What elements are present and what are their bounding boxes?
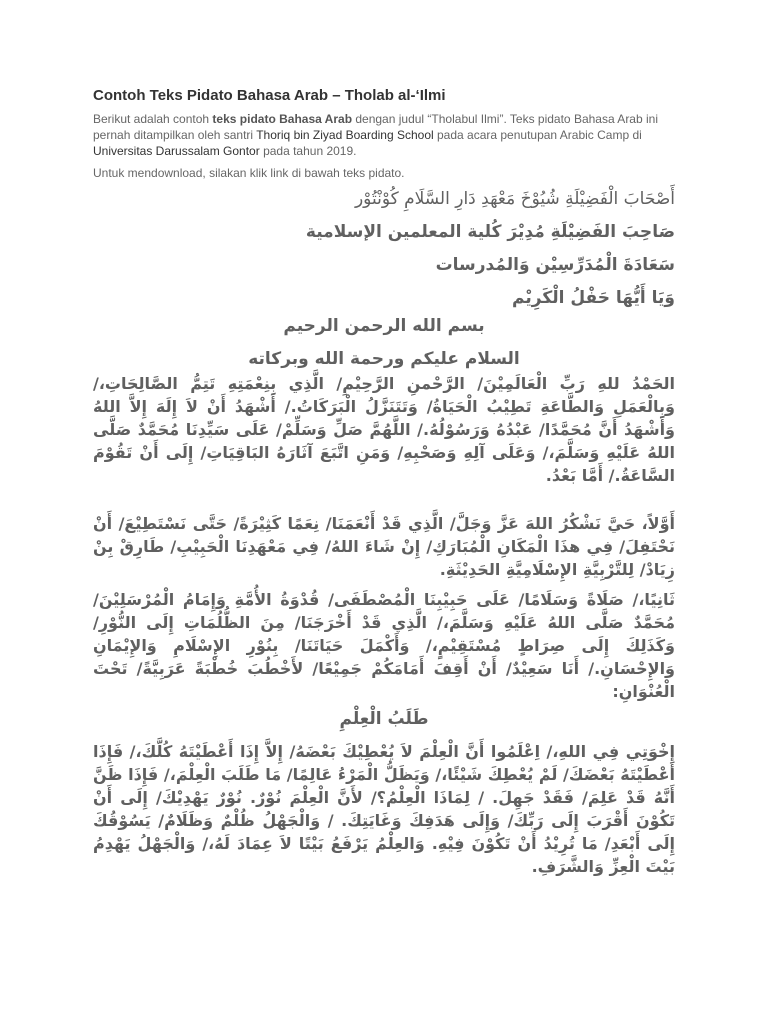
salutation-line: صَاحِبَ الفَضِيْلَةِ مُدِيْرَ كُلية المعلمين الإسلامية [305,222,675,242]
download-note: Untuk mendownload, silakan klik link di bawah teks pidato. [93,166,405,180]
subtitle-block [93,703,675,736]
university-link[interactable]: Universitas Darussalam Gontor [93,144,260,158]
intro-text-4: pada tahun 2019. [259,144,357,158]
salutations-block [93,183,675,315]
intro-text-1: Berikut adalah contoh [93,112,213,126]
salutation-line: أَصْحَابَ الْفَضِيْلَةِ شُيُوْخَ مَعْهَدِ دَارِ السَّلَامِ كُوْنْتُوْر [354,189,675,209]
speech-subtitle: طَلَبُ الْعِلْمِ [339,709,429,729]
intro-bold-keyword: teks pidato Bahasa Arab [212,112,353,126]
intro-text-2: dengan judul “Tholabul Ilmi”. Teks pidato Bahasa Arab ini pernah ditampilkan oleh santri [93,112,658,142]
school-link[interactable]: Thoriq bin Ziyad Boarding School [256,128,434,142]
speech-paragraph-4: إِخْوَتِي فِي اللهِ،/ اِعْلَمُوا أَنَّ الْعِلْمَ لاَ يُعْطِيْكَ بَعْضَهُ/ إِلاَّ إِذَا أَعْطَيْتَهُ كُلَّكَ،/ فَإِذَا أَعْطَيْتَهُ بَعْضَكَ/ لَمْ يُعْطِكَ شَيْئًا،/ وَيَظَلُّ الْمَرْءُ عَالِمًا/ مَا طَلَبَ الْعِلْمَ،/ فَإِذَا ظَنَّ أَنَّهُ قَدْ عَلِمَ/ فَقَدْ جَهِلَ. / لِمَاذَا الْعِلْمُ؟/ لأَنَّ الْعِلْمَ نُوْرٌ. نُوْرٌ يَهْدِيْكَ/ إِلَى أَنْ تَكُوْنَ أَقْرَبَ إِلَى رَبِّكَ/ وَإِلَى هَدَفِكَ وَغَايَتِكَ. / وَالْجَهْلُ ظُلْمٌ وَظَلَامٌ/ يَسُوْقُكَ إِلَى أَبْعَدِ/ مَا تُرِيْدُ أَنْ تَكُوْنَ فِيْهِ. وَالعِلْمُ يَرْفَعُ بَيْتًا لاَ عِمَادَ لَهُ،/ وَالْجَهْلُ يَهْدِمُ بَيْتَ الْعِزِّ وَالشَّرَفِ. [93,742,675,876]
basmala: بسم الله الرحمن الرحيم [283,316,485,336]
salam-greeting: السلام عليكم ورحمة الله وبركاته [248,349,520,369]
page-title: Contoh Teks Pidato Bahasa Arab – Tholab al-‘Ilmi [93,87,446,104]
speech-paragraph-3: ثَانِيًا،/ صَلَاةً وَسَلَامًا/ عَلَى حَبِيْبِنَا الْمُصْطَفَى/ قُدْوَةُ الأُمَّةِ وَإِمَامُ الْمُرْسَلِيْنَ/ مُحَمَّدٌ صَلَّى اللهُ عَلَيْهِ وَسَلَّمَ،/ الَّذِي قَدْ أَخْرَجَنَا/ مِنَ الظُّلُمَاتِ إِلَى النُّوْرِ/ وَكَذَلِكَ إِلَى صِرَاطٍ مُسْتَقِيْمٍ،/ وَأَكْمَلَ حَيَاتَنَا/ بِنُوْرِ الإِسْلَامِ وَالإِيْمَانِ وَالإِحْسَانِ./ أَنَا سَعِيْدٌ/ أَنْ أَقِفَ أَمَامَكُمْ جَمِيْعًا/ لأَخْطُبَ خُطْبَةً عَرَبِيَّةً/ تَحْتَ الْعُنْوَانِ: [93,590,675,701]
opening-block [93,310,675,376]
intro-text-3: pada acara penutupan Arabic Camp di [433,128,642,142]
salutation-line: سَعَادَةَ الْمُدَرِّسِيْن وَالمُدرسات [435,255,675,275]
speech-paragraph-2: أَوَّلاً، حَيَّ نَشْكُرُ اللهَ عَزَّ وَجَلَّ/ الَّذِي قَدْ أَنْعَمَنَا/ نِعَمًا كَثِيْرَةً/ حَتَّى نَسْتَطِيْعَ/ أَنْ نَحْتَفِلَ/ فِي هذَا الْمَكَانِ الْمُبَارَكِ/ إِنْ شَاءَ اللهُ/ فِي مَعْهَدِنَا الْحَبِيْبِ/ طَارِقْ بِنْ زِيَادْ/ لِلتَّرْبِيَّةِ الإِسْلَامِيَّةِ الحَدِيْثَةِ. [93,514,675,579]
intro-paragraph [93,111,675,159]
speech-paragraph-1: الحَمْدُ للهِ رَبِّ الْعَالَمِيْنَ/ الرَّحْمنِ الرَّحِيْمِ/ الَّذِي بِنِعْمَتِهِ تَتِمُّ الصَّالِحَاتِ،/ وَبِالْعَمَلِ وَالطَّاعَةِ تَطِيْبُ الْحَيَاةُ/ وَتَتَنَزَّلُ الْبَرَكَاتُ./ أَشْهَدُ أَنْ لاَ إِلَهَ إِلاَّ اللهُ وَأَشْهَدُ أَنَّ مُحَمَّدًا/ عَبْدُهُ وَرَسُوْلُهُ./ اللَّهُمَّ صَلِّ وَسَلِّمْ/ عَلَى سَيِّدِنَا مُحَمَّدٌ صَلَّى اللهُ عَلَيْهِ وَسَلَّمَ،/ وَعَلَى آلِهِ وَصَحْبِهِ/ وَمَنِ اتَّبَعَ آثَارَهُ البَاقِيَاتِ/ إِلَى أَنْ تَقُوْمَ السَّاعَةُ./ أَمَّا بَعْدُ. [93,374,675,485]
salutation-line: وَيَا أَيُّهَا حَفْلُ الْكَرِيْم [512,288,675,308]
